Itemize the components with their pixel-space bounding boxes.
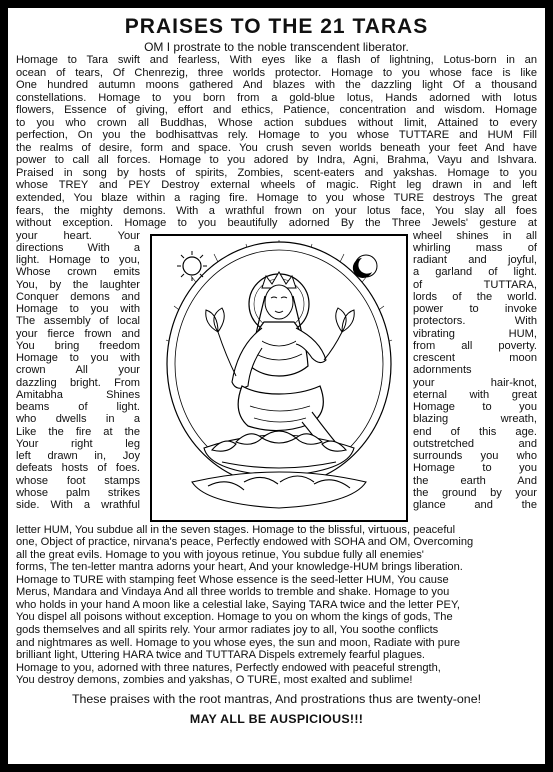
text-line: Homage to TURE with stamping feet Whose essence is the seed-letter HUM, You cause: [16, 573, 449, 586]
right-column-line: surrounds you who: [413, 450, 537, 463]
right-column-line: of TUTTARA,: [413, 278, 537, 291]
left-column-line: side. With a wrathful: [16, 499, 140, 512]
right-column-line: Homage to you: [413, 462, 537, 475]
right-column-line: adornments: [413, 364, 472, 377]
illustration-section: [16, 230, 537, 524]
right-column-line: a garland of light.: [413, 266, 537, 279]
left-column-line: whose foot stamps: [16, 474, 140, 487]
right-column-line: radiant and joyful,: [413, 254, 537, 267]
right-column-line: crescent moon: [413, 352, 537, 365]
text-line: One hundred autumn moons gathered And blazes with the dazzling light Of a thousand: [16, 79, 537, 92]
text-line: Praised in song by hosts of spirits, Zombies, scent-eaters and yakshas. Homage to you: [16, 166, 537, 179]
text-line: You dispel all poisons without exception. Homage to you on whom the kings of gods, The: [16, 611, 453, 624]
text-line: power to call all forces. Homage to you adored by Indra, Agni, Brahma, Vayu and Ishvara.: [16, 154, 537, 167]
right-column-line: power to invoke: [413, 303, 537, 316]
left-column-line: whose palm strikes: [16, 486, 140, 499]
text-line: one, Object of practice, nirvana's peace, Perfectly endowed with SOHA and OM, Overcoming: [16, 536, 474, 549]
text-line: brilliant light, Uttering HARA twice and TUTTARA Dispels extremely fearful plagues.: [16, 649, 425, 662]
tara-illustration: [150, 234, 408, 522]
left-column-line: You bring freedom: [16, 339, 140, 352]
left-column-line: your heart. Your: [16, 229, 140, 242]
closing-line: These praises with the root mantras, And prostrations thus are twenty-one!: [71, 691, 482, 706]
left-column-line: directions With a: [16, 241, 140, 254]
left-column-line: Your right leg: [16, 437, 140, 450]
left-column-line: left drawn in, Joy: [16, 450, 140, 463]
left-text-column: [16, 230, 140, 512]
text-line: all the great evils. Homage to you with joyous retinue, You subdue fully all enemies': [16, 548, 424, 561]
text-line: gods themselves and all spirits rely. Your armor radiates joy to all, You soothe conflicts: [16, 624, 439, 637]
text-line: ocean of tears, Of Chenrezig, three worlds protector. Homage to you whose face is like: [16, 66, 537, 79]
praise-poster: [5, 5, 548, 767]
right-column-line: outstretched and: [413, 437, 537, 450]
left-column-line: The assembly of local: [16, 315, 140, 328]
right-column-line: glance and the: [413, 499, 537, 512]
text-line: the realms of desire, form and space. You crush seven worlds beneath your feet And have: [16, 141, 537, 154]
right-column-line: lords of the world.: [413, 290, 537, 303]
text-line: to you who crown all Buddhas, Whose action subdues without limit, Attained to every: [16, 116, 537, 129]
text-line: perfection, On you the bodhisattvas rely. Homage to you whose TUTTARE and HUM Fill: [16, 129, 537, 142]
right-column-line: the ground by your: [413, 486, 537, 499]
tara-drawing: [152, 236, 406, 520]
right-column-line: blazing wreath,: [413, 413, 537, 426]
left-column-line: beams of light.: [16, 401, 140, 414]
left-column-line: Homage to you with: [16, 303, 140, 316]
right-column-line: your hair-knot,: [413, 376, 537, 389]
text-line: flowers, Essence of giving, effort and ethics, Patience, concentration and wisdom. Homage: [16, 104, 537, 117]
left-column-line: light. Homage to you,: [16, 254, 140, 267]
text-line: whose TREY and PEY Destroy external wheels of magic. Right leg drawn in and left: [16, 179, 537, 192]
left-column-line: You, by the laughter: [16, 278, 140, 291]
text-line: extended, You blaze within a raging fire. Homage to you whose TURE destroys The great: [16, 192, 537, 205]
text-line: Homage to you, adorned with three natures, Perfectly endowed with peaceful strength,: [16, 661, 441, 674]
bottom-paragraph: [8, 524, 545, 687]
sun-icon: [177, 251, 207, 281]
left-column-line: your fierce frown and: [16, 327, 140, 340]
right-column-line: eternal with great: [413, 388, 537, 401]
text-line: letter HUM, You subdue all in the seven stages. Homage to the blissful, virtuous, peaceful: [16, 523, 456, 536]
left-column-line: dazzling bright. From: [16, 376, 140, 389]
right-column-line: end of this age.: [413, 425, 537, 438]
text-line: fears, the mighty demons. With a wrathful frown on your lotus face, You slay all foes: [16, 204, 537, 217]
left-column-line: Whose crown emits: [16, 266, 140, 279]
page-subtitle: OM I prostrate to the noble transcendent liberator.: [144, 40, 409, 54]
text-line: constellations. Homage to you born from a gold-blue lotus, Hands adorned with lotus: [16, 91, 537, 104]
text-line: Merus, Mandara and Vindaya And all three worlds to tremble and shake. Homage to you: [16, 586, 450, 599]
face: [265, 285, 293, 319]
left-column-line: Homage to you with: [16, 352, 140, 365]
right-column-line: Homage to you: [413, 401, 537, 414]
left-column-line: crown All your: [16, 364, 140, 377]
left-column-line: who dwells in a: [16, 413, 140, 426]
auspicious-line: MAY ALL BE AUSPICIOUS!!!: [189, 711, 364, 726]
right-column-line: whirling mass of: [413, 241, 537, 254]
page-title: PRAISES TO THE 21 TARAS: [124, 15, 429, 38]
text-line: who holds in your hand A moon like a celestial lake, Saying TARA twice and the letter PEY,: [16, 598, 461, 611]
left-column-line: defeats hosts of foes.: [16, 462, 140, 475]
text-line: forms, The ten-letter mantra adorns your heart, And your knowledge-HUM brings liberation.: [16, 561, 463, 574]
right-text-column: [413, 230, 537, 512]
left-column-line: Like the fire at the: [16, 425, 140, 438]
crescent-moon-icon: [353, 255, 377, 278]
right-column-line: the earth And: [413, 474, 537, 487]
text-line: and nightmares as well. Homage to you whose eyes, the sun and moon, Radiate with pure: [16, 636, 461, 649]
text-line: You destroy demons, zombies and yakshas, O TURE, most exalted and sublime!: [16, 674, 413, 687]
right-column-line: vibrating HUM,: [413, 327, 537, 340]
text-line: Homage to Tara swift and fearless, With eyes like a flash of lightning, Lotus-born in an: [16, 54, 537, 66]
right-column-line: protectors. With: [413, 315, 537, 328]
right-column-line: wheel shines in all: [413, 229, 537, 242]
left-column-line: Amitabha Shines: [16, 388, 140, 401]
top-paragraph: [8, 54, 545, 230]
right-column-line: from all poverty.: [413, 339, 537, 352]
left-column-line: Conquer demons and: [16, 290, 140, 303]
text-line: without exception. Homage to you beautifully adorned By the Three Jewels' gesture at: [16, 217, 537, 230]
